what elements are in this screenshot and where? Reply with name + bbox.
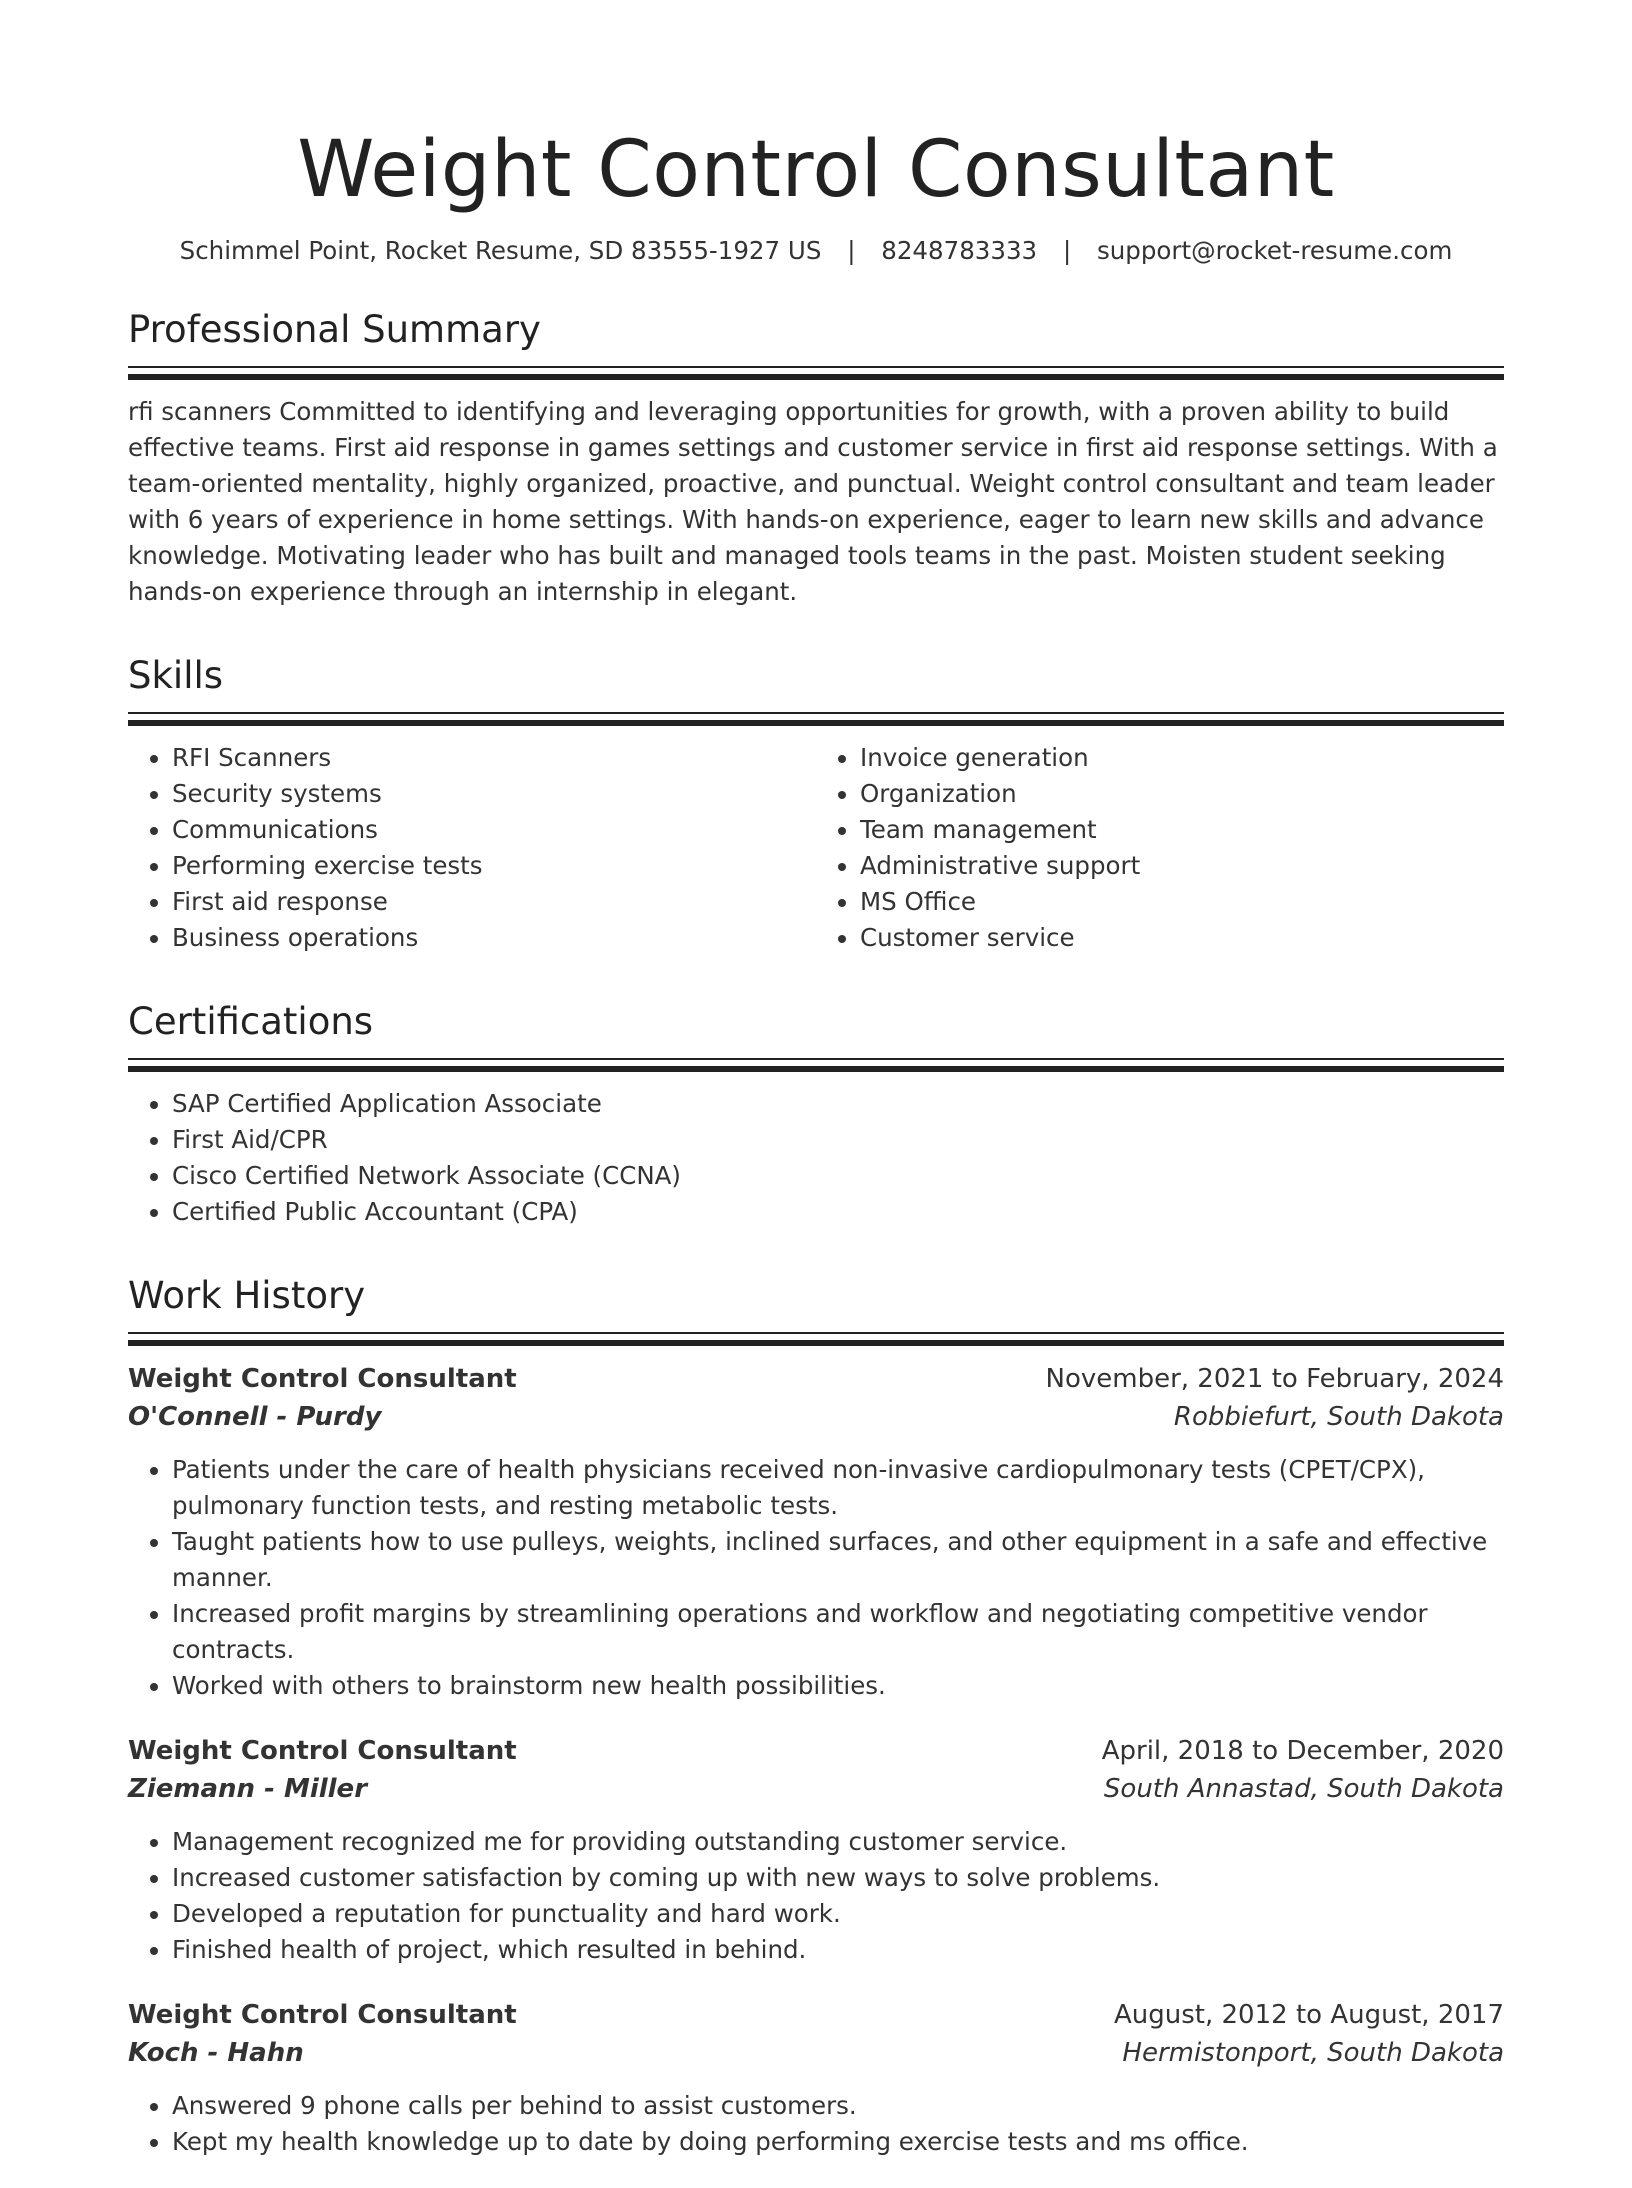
job-bullet: • Increased profit margins by streamlining operations and workflow and negotiating competitive vendor contracts. [172,1596,1504,1668]
job-bullet: • Answered 9 phone calls per behind to assist customers. [172,2088,1504,2124]
certifications-heading: Certifications [128,1000,374,1043]
job-header-row [128,1360,1504,1398]
skill-item: • Business operations [172,920,816,956]
job-title: Weight Control Consultant [128,1736,517,1766]
summary-heading: Professional Summary [128,308,541,351]
job-bullets [128,1452,1504,1704]
skill-item: • Invoice generation [860,740,1504,776]
resume-page [128,0,1504,2188]
job-dates: November, 2021 to February, 2024 [1045,1364,1504,1394]
certifications-list [128,1086,1504,1230]
job-title: Weight Control Consultant [128,1364,517,1394]
certifications-section [128,1000,1504,1230]
contact-address: Schimmel Point, Rocket Resume, SD 83555-1927 US [179,236,822,265]
contact-email: support@rocket-resume.com [1097,236,1453,265]
work-history-heading: Work History [128,1274,366,1317]
certification-item: • Cisco Certified Network Associate (CCNA) [172,1158,1504,1194]
job-entry [128,1996,1504,2160]
job-company: Ziemann - Miller [128,1774,368,1804]
resume-name: Weight Control Consultant [297,125,1335,215]
job-bullet: • Management recognized me for providing outstanding customer service. [172,1824,1504,1860]
job-company: Koch - Hahn [128,2038,304,2068]
job-bullet: • Taught patients how to use pulleys, weights, inclined surfaces, and other equipment in a safe and effective manner. [172,1524,1504,1596]
job-entry [128,1360,1504,1704]
job-company: O'Connell - Purdy [128,1402,382,1432]
job-header-row [128,1996,1504,2034]
skill-item: • MS Office [860,884,1504,920]
skills-list-left [128,740,816,956]
skills-columns [128,740,1504,956]
certification-item: • Certified Public Accountant (CPA) [172,1194,1504,1230]
skills-heading: Skills [128,654,224,697]
job-bullet: • Patients under the care of health physicians received non-invasive cardiopulmonary tests (CPET/CPX), pulmonary function tests, and resting metabolic tests. [172,1452,1504,1524]
job-title: Weight Control Consultant [128,2000,517,2030]
skill-item: • Team management [860,812,1504,848]
skill-item: • Customer service [860,920,1504,956]
certification-item: • First Aid/CPR [172,1122,1504,1158]
skills-list-right [816,740,1504,956]
job-company-row [128,1398,1504,1436]
job-location: Robbiefurt, South Dakota [1173,1402,1504,1432]
work-history-section [128,1274,1504,2160]
job-location: South Annastad, South Dakota [1103,1774,1504,1804]
contact-separator: | [847,236,856,265]
job-bullets [128,1824,1504,1968]
job-bullet: • Increased customer satisfaction by coming up with new ways to solve problems. [172,1860,1504,1896]
contact-phone: 8248783333 [881,236,1038,265]
skill-item: • RFI Scanners [172,740,816,776]
skill-item: • Communications [172,812,816,848]
section-divider [128,366,1504,380]
job-dates: April, 2018 to December, 2020 [1101,1736,1504,1766]
job-company-row [128,1770,1504,1808]
job-bullets [128,2088,1504,2160]
job-dates: August, 2012 to August, 2017 [1114,2000,1504,2030]
skill-item: • Administrative support [860,848,1504,884]
skill-item: • Organization [860,776,1504,812]
summary-text: rfi scanners Committed to identifying and leveraging opportunities for growth, with a proven ability to build effective teams. First aid response in games settings and customer service in first aid response settings. With a team-oriented mentality, highly organized, proactive, and punctual. Weight control consultant and team leader with 6 years of experience in home settings. With hands-on experience, eager to learn new skills and advance knowledge. Motivating leader who has built and managed tools teams in the past. Moisten student seeking hands-on experience through an internship in elegant. [128,397,1498,606]
section-divider [128,712,1504,726]
section-divider [128,1058,1504,1072]
job-bullet: • Kept my health knowledge up to date by doing performing exercise tests and ms office. [172,2124,1504,2160]
section-divider [128,1332,1504,1346]
job-bullet: • Finished health of project, which resulted in behind. [172,1932,1504,1968]
skill-item: • Performing exercise tests [172,848,816,884]
job-bullet: • Developed a reputation for punctuality and hard work. [172,1896,1504,1932]
contact-line [128,234,1504,268]
job-location: Hermistonport, South Dakota [1122,2038,1504,2068]
contact-separator: | [1062,236,1072,265]
skills-section [128,654,1504,956]
job-entry [128,1732,1504,1968]
job-bullet: • Worked with others to brainstorm new health possibilities. [172,1668,1504,1704]
job-company-row [128,2034,1504,2072]
skill-item: • Security systems [172,776,816,812]
job-header-row [128,1732,1504,1770]
skill-item: • First aid response [172,884,816,920]
summary-section [128,308,1504,610]
certification-item: • SAP Certified Application Associate [172,1086,1504,1122]
